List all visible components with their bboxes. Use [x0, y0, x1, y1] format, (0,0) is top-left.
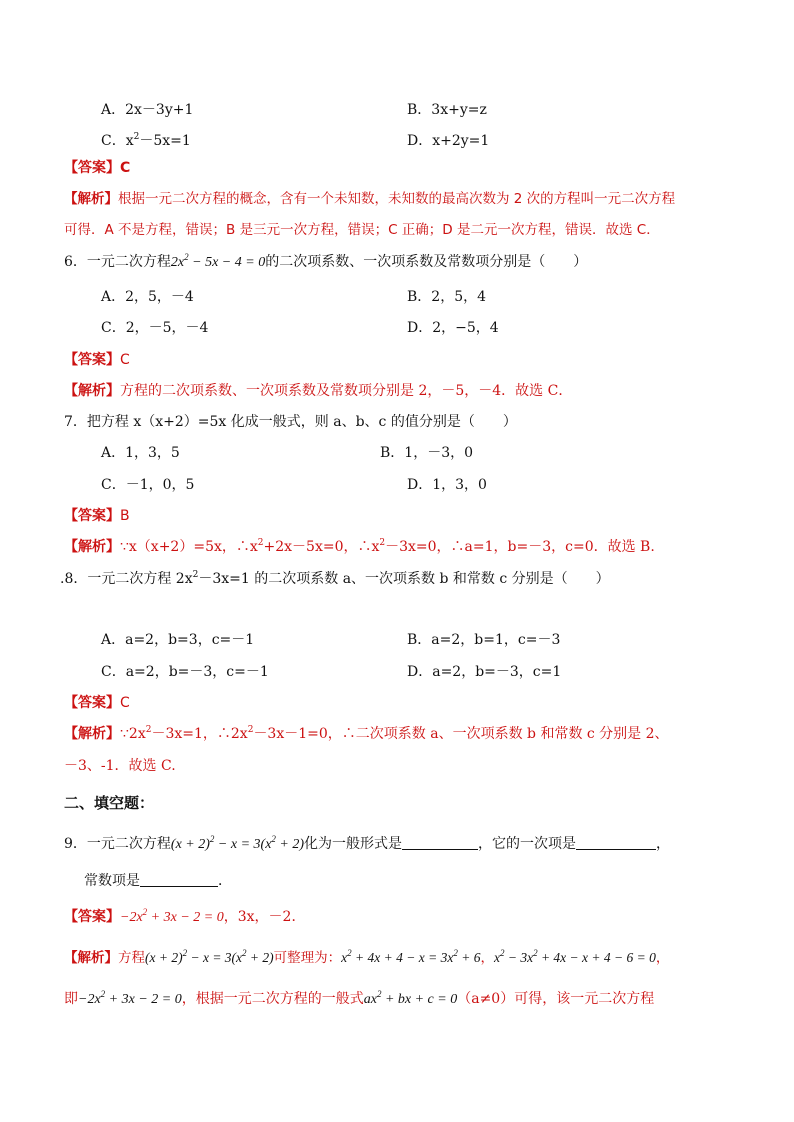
q8-option-c: C．a=2，b=－3，c=－1: [101, 664, 269, 680]
q5-option-a: A．2x－3y+1: [101, 102, 194, 118]
q8-analysis-line2: －3、-1．故选 C.: [64, 758, 176, 774]
q7-option-d: D．1，3，0: [407, 477, 487, 493]
q5-analysis-line1: 【解析】根据一元二次方程的概念，含有一个未知数，未知数的最高次数为 2 次的方程叫一元二次方程: [64, 191, 676, 207]
q9-stem-line2: 常数项是 ．: [84, 873, 232, 889]
q7-option-b: B．1，－3，0: [380, 445, 474, 461]
q5-option-d: D．x+2y=1: [407, 133, 490, 149]
blank-general-form[interactable]: [402, 835, 478, 850]
q8-option-a: A．a=2，b=3，c=－1: [101, 632, 255, 648]
q9-stem-line1: 9．一元二次方程$(x + 2)^2 - x = 3(x^2 + 2)$化为一般形式是 ，它的一次项是 ，: [64, 834, 671, 852]
q8-option-b: B．a=2，b=1，c=－3: [407, 632, 561, 648]
q8-analysis-line1: 【解析】$\because 2x^2-3x=1$，$\therefore 2x^2-3x-1=0$，∴二次项系数 a、一次项系数 b 和常数 c 分别是 2、: [64, 725, 669, 742]
section-title-fill-in: 二、填空题：: [64, 794, 155, 812]
q9-analysis-line1: 【解析】方程$(x + 2)^2 - x = 3(x^2 + 2)$可整理为：$x^2 + 4x + 4 - x = 3x^2 + 6$，$x^2 - 3x^2 + 4x - x + 4 - 6 = 0$，: [64, 948, 670, 966]
q7-option-c: C．－1，0，5: [101, 477, 195, 493]
q7-answer: 【答案】B: [64, 508, 130, 524]
q5-analysis-line2: 可得．A 不是方程，错误；B 是三元一次方程，错误；C 正确；D 是二元一次方程，错误．故选 C．: [64, 222, 660, 238]
q7-stem: 7．把方程 x（x+2）=5x 化成一般式，则 a、b、c 的值分别是（ ）: [64, 414, 517, 430]
q6-option-b: B．2，5，4: [407, 289, 487, 305]
q8-answer: 【答案】C: [64, 695, 130, 711]
q8-stem: .8．一元二次方程 $2x^2-3x=1$ 的二次项系数 a、一次项系数 b 和常数 c 分别是（ ）: [60, 570, 610, 587]
q9-answer: 【答案】$-2x^2 + 3x - 2 = 0$，3x，－2．: [64, 907, 306, 925]
q6-option-a: A．2，5，－4: [101, 289, 194, 305]
q6-option-d: D．2，−5，4: [407, 320, 499, 336]
q5-option-b: B．3x+y=z: [407, 102, 487, 118]
q6-answer: 【答案】C: [64, 352, 130, 368]
q9-analysis-line2: 即$-2x^2 + 3x - 2 = 0$，根据一元二次方程的一般式$ax^2$ + bx + c = 0（a≠0）可得，该一元二次方程: [64, 989, 655, 1007]
q7-analysis: 【解析】∵x（x+2）=5x，$\therefore x^2+2x-5x=0$，$\therefore x^2-3x=0$，∴a=1，b=－3，c=0．故选 B.: [64, 538, 655, 555]
q6-analysis: 【解析】方程的二次项系数、一次项系数及常数项分别是 2，－5，－4．故选 C．: [64, 383, 573, 399]
q7-option-a: A．1，3，5: [101, 445, 180, 461]
blank-constant-term[interactable]: [140, 872, 218, 887]
q6-option-c: C．2，－5，－4: [101, 320, 209, 336]
q6-stem: 6．一元二次方程$2x^2 - 5x - 4 = 0$的二次项系数、一次项系数及常数项分别是（ ）: [64, 252, 588, 270]
blank-linear-term[interactable]: [576, 835, 656, 850]
q8-option-d: D．a=2，b=－3，c=1: [407, 664, 562, 680]
q5-answer: 【答案】C: [64, 160, 131, 176]
q5-option-c: C．$x^2-5x=1$: [101, 132, 191, 149]
